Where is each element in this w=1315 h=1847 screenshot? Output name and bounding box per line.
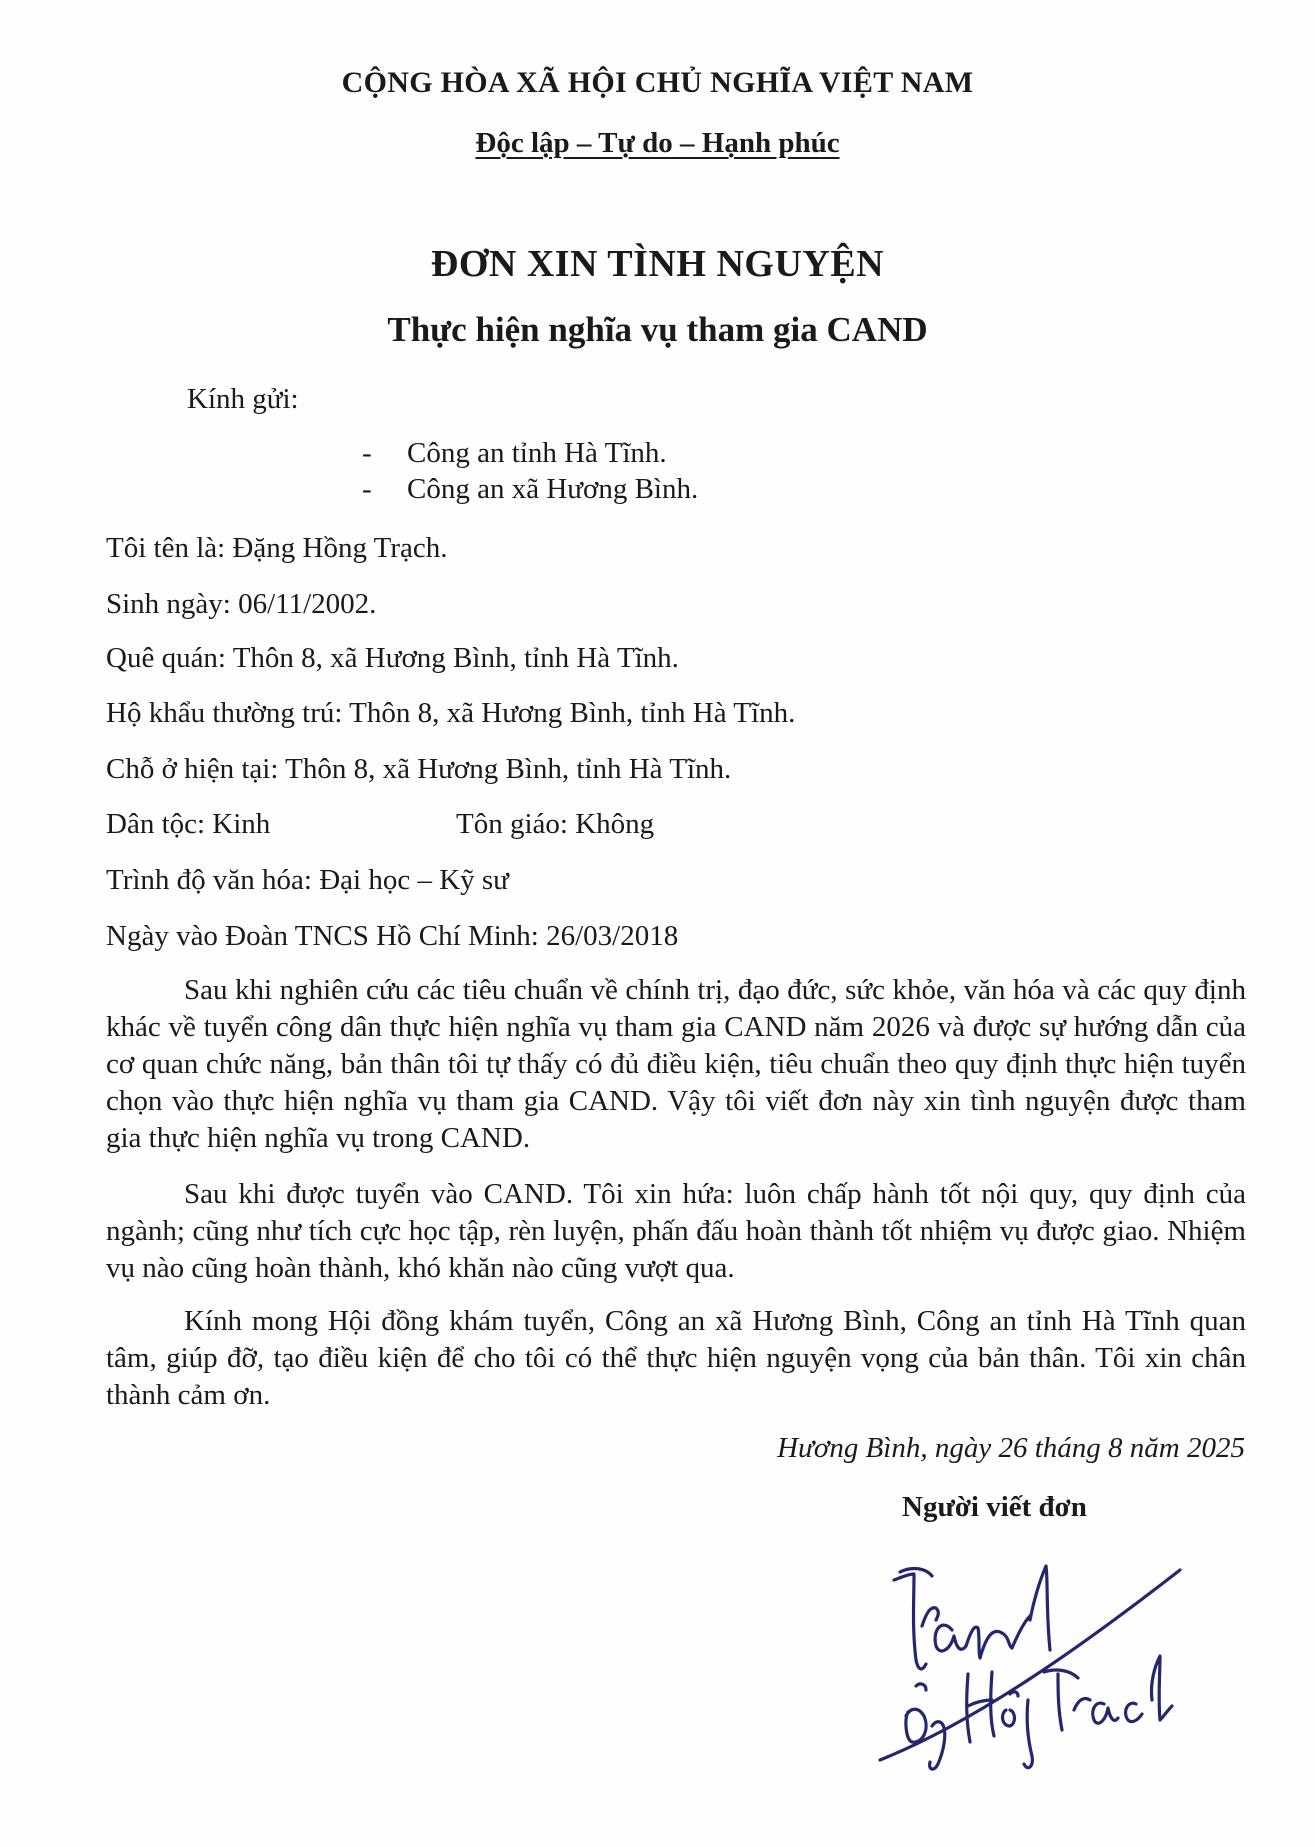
field-hometown: Quê quán: Thôn 8, xã Hương Bình, tỉnh Hà Tĩnh. [106,642,679,674]
national-motto [0,127,1315,160]
place-date: Hương Bình, ngày 26 tháng 8 năm 2025 [777,1432,1245,1464]
bullet-dash: - [362,437,372,469]
field-dob: Sinh ngày: 06/11/2002. [106,588,377,620]
signer-label: Người viết đơn [902,1491,1087,1523]
motto-text: Độc lập – Tự do – Hạnh phúc [475,127,840,159]
field-religion: Tôn giáo: Không [456,808,655,840]
document-subtitle: Thực hiện nghĩa vụ tham gia CAND [387,310,928,349]
addressee-item-text: Công an xã Hương Bình. [407,473,699,505]
bullet-dash: - [362,473,372,505]
handwritten-signature [860,1550,1190,1790]
body-paragraph: Sau khi được tuyển vào CAND. Tôi xin hứa: luôn chấp hành tốt nội quy, quy định của ngành; cũng như tích cực học tập, rèn luyện, phấn đấu hoàn thành tốt nhiệm vụ được giao. Nhiệm vụ nào cũng hoàn thành, khó khăn nào cũng vượt qua. [106,1178,1246,1284]
addressee-item [362,437,667,470]
document-title: ĐƠN XIN TÌNH NGUYỆN [430,243,885,285]
field-youth-union: Ngày vào Đoàn TNCS Hồ Chí Minh: 26/03/2018 [106,920,679,952]
addressee-item-text: Công an tỉnh Hà Tĩnh. [407,437,667,469]
field-ethnicity: Dân tộc: Kinh [106,808,271,840]
addressee-label: Kính gửi: [187,383,299,415]
field-education: Trình độ văn hóa: Đại học – Kỹ sư [106,864,509,896]
field-current-residence: Chỗ ở hiện tại: Thôn 8, xã Hương Bình, tỉnh Hà Tĩnh. [106,753,732,785]
body-paragraph: Sau khi nghiên cứu các tiêu chuẩn về chính trị, đạo đức, sức khỏe, văn hóa và các quy định khác về tuyển công dân thực hiện nghĩa vụ tham gia CAND năm 2026 và được sự hướng dẫn của cơ quan chức năng, bản thân tôi tự thấy có đủ điều kiện, tiêu chuẩn theo quy định thực hiện tuyển chọn vào thực hiện nghĩa vụ tham gia CAND. Vậy tôi viết đơn này xin tình nguyện được tham gia thực hiện nghĩa vụ trong CAND. [106,974,1246,1154]
national-title: CỘNG HÒA XÃ HỘI CHỦ NGHĨA VIỆT NAM [341,66,974,99]
field-name: Tôi tên là: Đặng Hồng Trạch. [106,532,448,564]
addressee-item [362,473,698,506]
field-permanent-residence: Hộ khẩu thường trú: Thôn 8, xã Hương Bình, tỉnh Hà Tĩnh. [106,697,796,729]
body-paragraph: Kính mong Hội đồng khám tuyển, Công an xã Hương Bình, Công an tỉnh Hà Tĩnh quan tâm, giúp đỡ, tạo điều kiện để cho tôi có thể thực hiện nguyện vọng của bản thân. Tôi xin chân thành cảm ơn. [106,1305,1246,1411]
